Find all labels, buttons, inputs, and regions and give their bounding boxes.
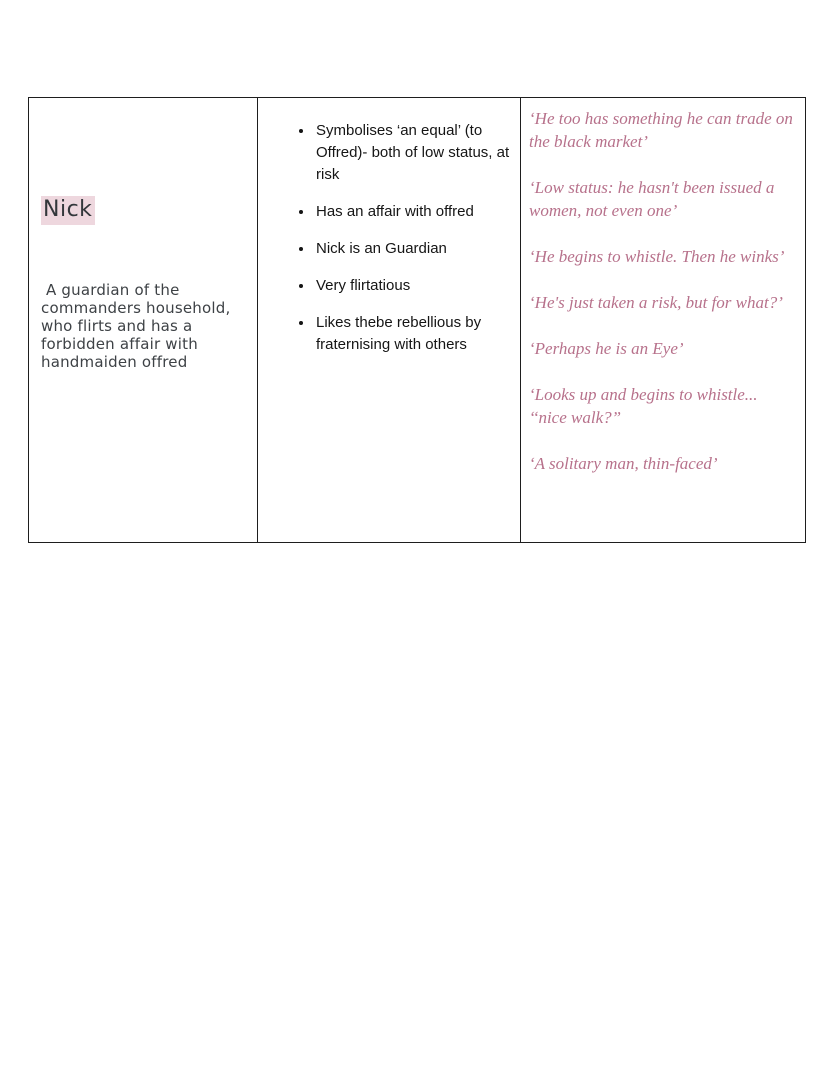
trait-item: • Has an affair with offred: [314, 201, 512, 223]
trait-item: • Likes thebe rebellious by fraternising with others: [314, 312, 512, 356]
trait-item: • Symbolises ‘an equal’ (to Offred)- both of low status, at risk: [314, 120, 512, 186]
traits-list: [258, 120, 512, 356]
trait-item: • Nick is an Guardian: [314, 238, 512, 260]
quote-text: ‘Low status: he hasn't been issued a women, not even one’: [529, 178, 775, 220]
character-study-table: [28, 97, 806, 543]
character-cell: [29, 98, 258, 542]
character-description: A guardian of the commanders household, who flirts and has a forbidden affair with handmaiden offred: [41, 281, 236, 371]
quote-text: ‘Perhaps he is an Eye’: [529, 339, 684, 358]
quote-text: ‘Looks up and begins to whistle... ‘‘nice walk?”: [529, 385, 758, 427]
character-name-highlighted: Nick: [41, 196, 95, 225]
quote-text: ‘He begins to whistle. Then he winks’: [529, 247, 785, 266]
quote-text: ‘A solitary man, thin-faced’: [529, 454, 718, 473]
traits-cell: [258, 98, 521, 542]
quote-text: ‘He's just taken a risk, but for what?’: [529, 293, 783, 312]
quotes-cell: [521, 98, 805, 542]
character-name-row: [41, 196, 247, 225]
trait-item: • Very flirtatious: [314, 275, 512, 297]
quote-text: ‘He too has something he can trade on the black market’: [529, 109, 793, 151]
